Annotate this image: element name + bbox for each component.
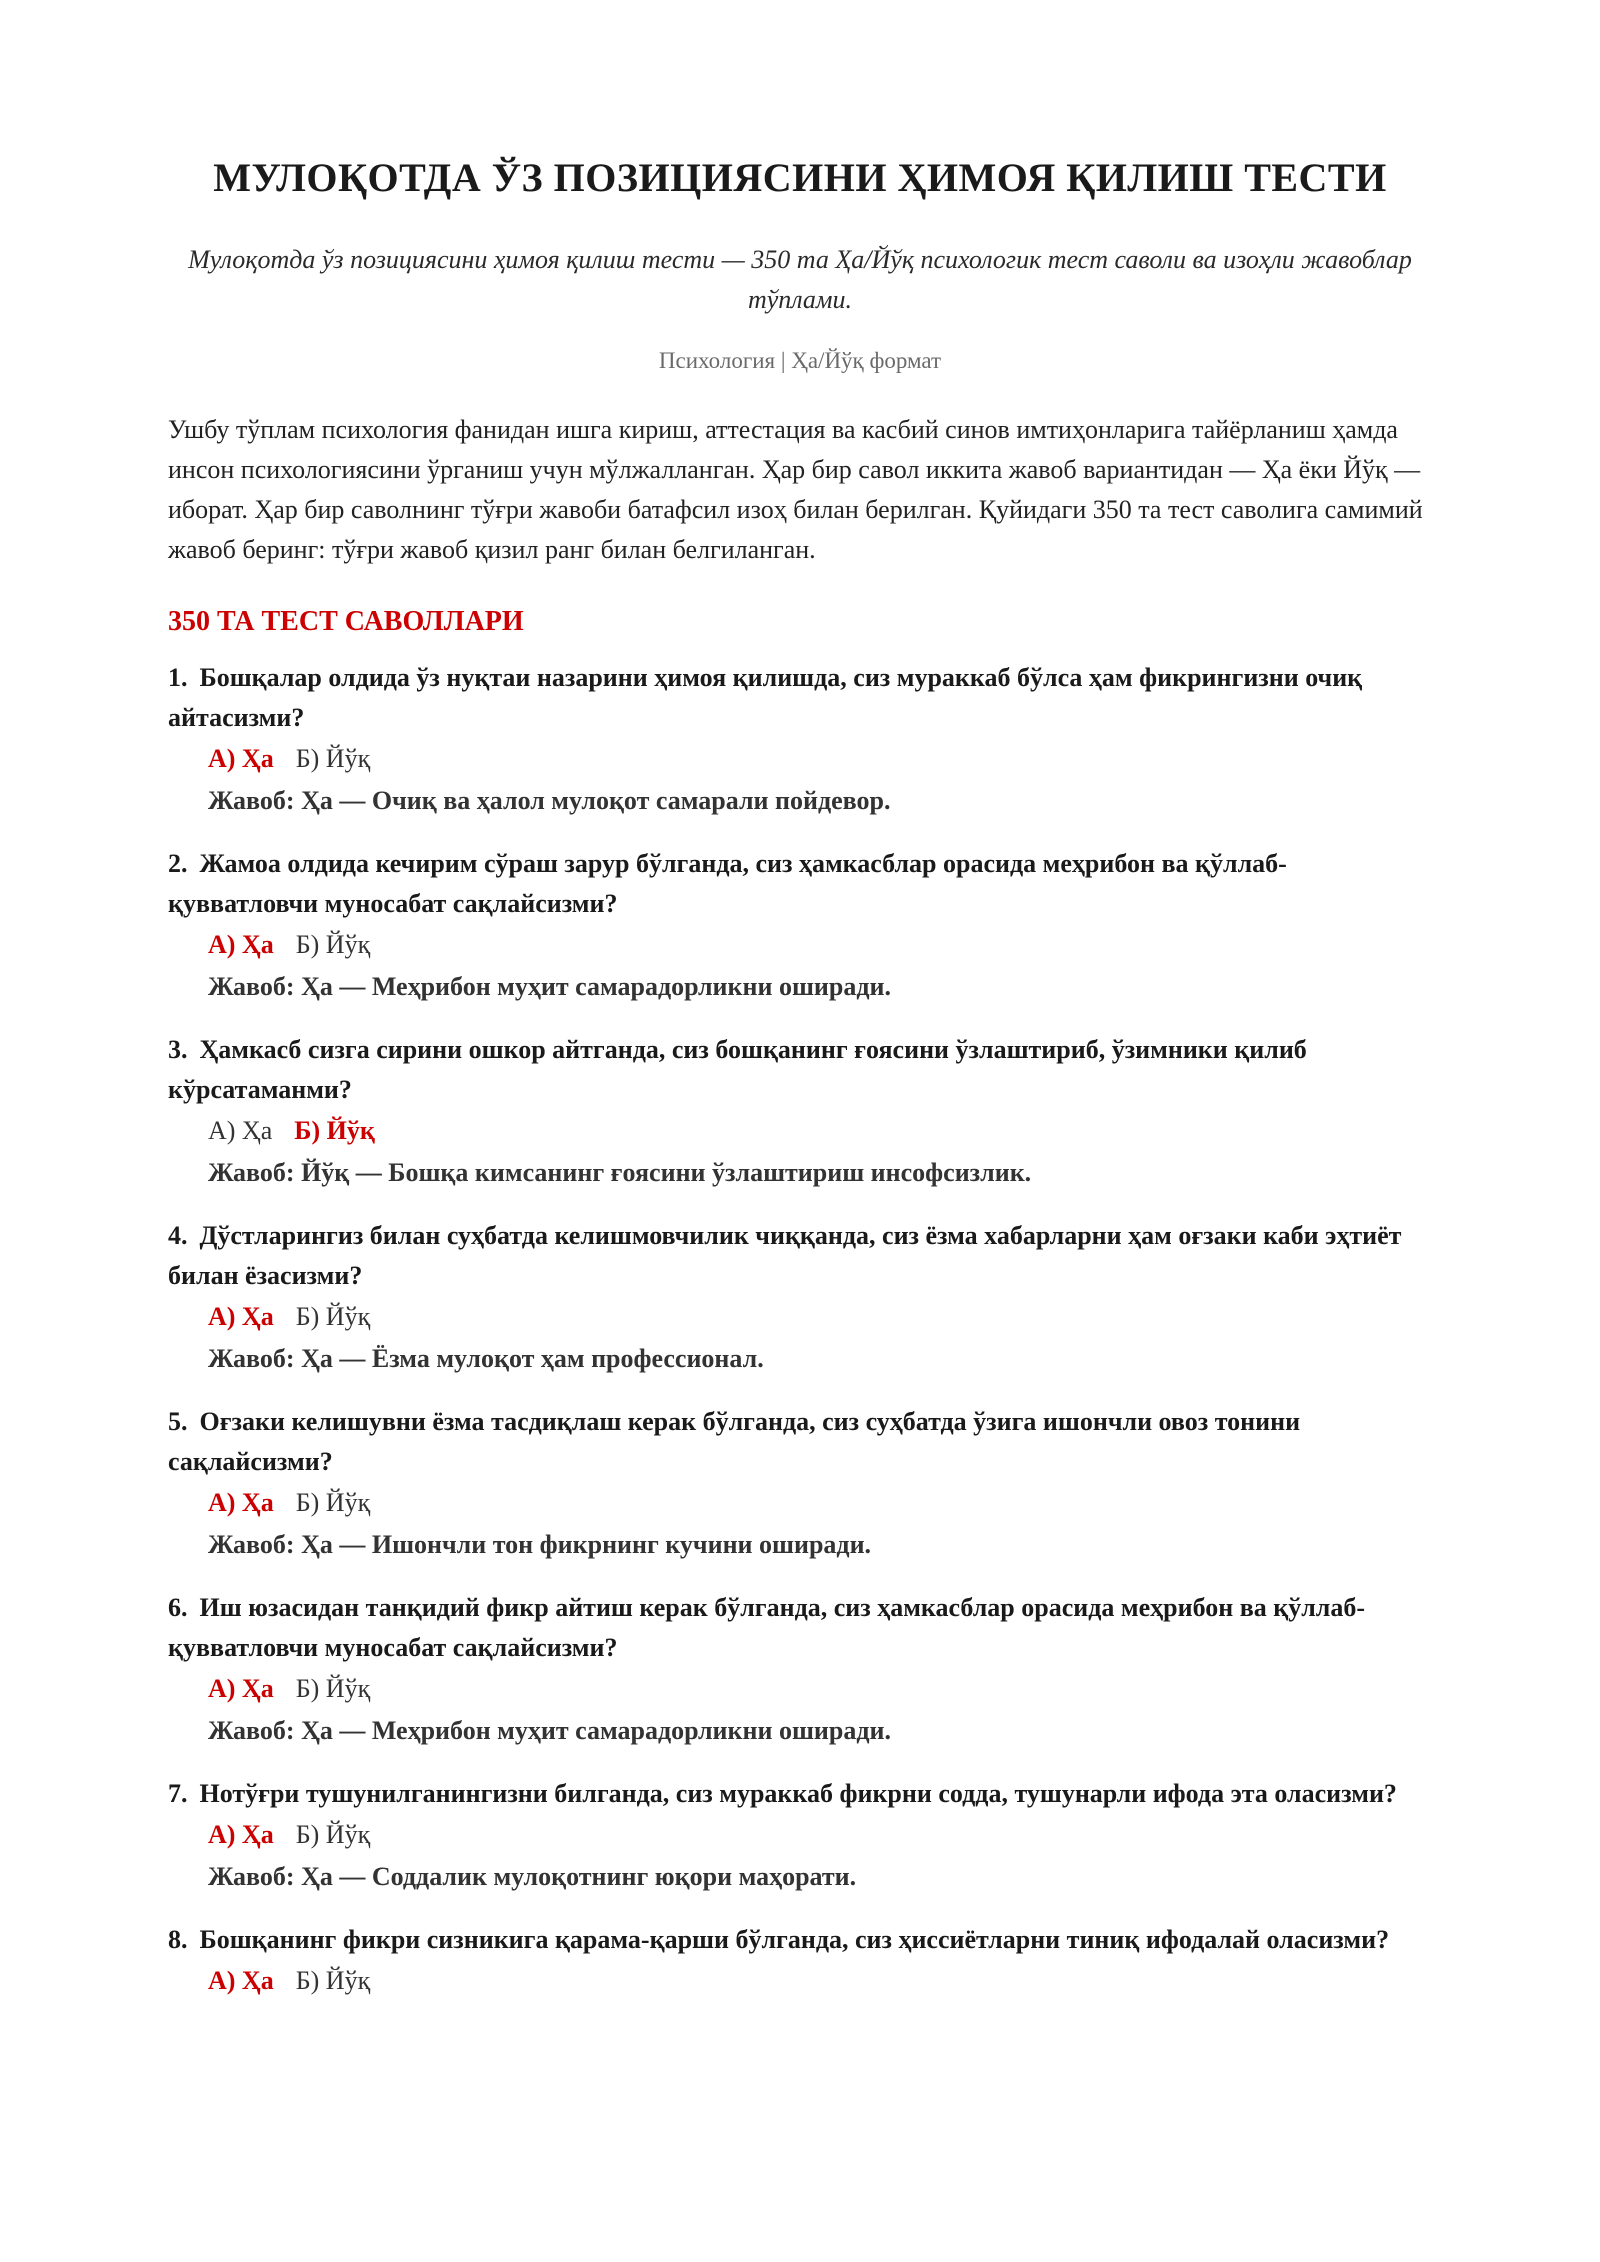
question-number: 8. <box>168 1925 188 1954</box>
option-b: Б) Йўқ <box>294 1116 375 1145</box>
question-number: 2. <box>168 849 188 878</box>
option-a: А) Ҳа <box>208 1302 274 1331</box>
question-text <box>168 1588 1432 1668</box>
option-b: Б) Йўқ <box>295 1966 371 1995</box>
option-b: Б) Йўқ <box>295 1302 371 1331</box>
question-number: 6. <box>168 1593 188 1622</box>
question-body: Бошқанинг фикри сизникига қарама-қарши бўлганда, сиз ҳиссиётларни тиниқ ифодалай оласизми? <box>199 1925 1390 1954</box>
question-number: 7. <box>168 1779 188 1808</box>
section-title: 350 ТА ТЕСТ САВОЛЛАРИ <box>168 606 524 637</box>
question-number: 3. <box>168 1035 188 1064</box>
answer-options <box>168 1814 1432 1856</box>
option-b: Б) Йўқ <box>295 1488 371 1517</box>
option-b: Б) Йўқ <box>295 744 371 773</box>
question-body: Жамоа олдида кечирим сўраш зарур бўлганда, сиз ҳамкасблар орасида меҳрибон ва қўллаб-қувватловчи муносабат сақлайсизми? <box>168 849 1287 918</box>
answer-explanation: Жавоб: Йўқ — Бошқа кимсанинг ғоясини ўзлаштириш инсофсизлик. <box>208 1158 1032 1187</box>
option-a: А) Ҳа <box>208 1488 274 1517</box>
answer-options <box>168 738 1432 780</box>
answer-explanation: Жавоб: Ҳа — Ёзма мулоқот ҳам профессионал. <box>208 1344 764 1373</box>
answer-explanation: Жавоб: Ҳа — Ишончли тон фикрнинг кучини оширади. <box>208 1530 872 1559</box>
question-item <box>168 844 1432 1008</box>
question-item <box>168 1920 1432 2002</box>
question-text <box>168 1920 1432 1960</box>
option-a: А) Ҳа <box>208 930 274 959</box>
question-body: Иш юзасидан танқидий фикр айтиш керак бўлганда, сиз ҳамкасблар орасида меҳрибон ва қўллаб-қувватловчи муносабат сақлайсизми? <box>168 1593 1366 1662</box>
question-body: Нотўғри тушунилганингизни билганда, сиз мураккаб фикрни содда, тушунарли ифода эта оласизми? <box>199 1779 1397 1808</box>
option-a: А) Ҳа <box>208 1674 274 1703</box>
option-a: А) Ҳа <box>208 1820 274 1849</box>
answer-explanation: Жавоб: Ҳа — Меҳрибон муҳит самарадорликни оширади. <box>208 1716 891 1745</box>
question-text <box>168 1774 1432 1814</box>
question-body: Бошқалар олдида ўз нуқтаи назарини ҳимоя қилишда, сиз мураккаб бўлса ҳам фикрингизни очиқ айтасизми? <box>168 663 1363 732</box>
question-item <box>168 1588 1432 1752</box>
option-b: Б) Йўқ <box>295 1820 371 1849</box>
question-number: 1. <box>168 663 188 692</box>
option-b: Б) Йўқ <box>295 1674 371 1703</box>
answer-options <box>168 1960 1432 2002</box>
answer-explanation: Жавоб: Ҳа — Соддалик мулоқотнинг юқори маҳорати. <box>208 1862 857 1891</box>
question-text <box>168 1402 1432 1482</box>
answer-explanation: Жавоб: Ҳа — Очиқ ва ҳалол мулоқот самарали пойдевор. <box>208 786 891 815</box>
question-body: Дўстларингиз билан суҳбатда келишмовчилик чиққанда, сиз ёзма хабарларни ҳам оғзаки каби эҳтиёт билан ёзасизми? <box>168 1221 1402 1290</box>
question-text <box>168 844 1432 924</box>
option-b: Б) Йўқ <box>295 930 371 959</box>
intro-paragraph: Ушбу тўплам психология фанидан ишга кириш, аттестация ва касбий синов имтиҳонларига тайёрланиш ҳамда инсон психологиясини ўрганиш учун мўлжалланган. Ҳар бир савол иккита жавоб вариантидан — Ҳа ёки Йўқ — иборат. Ҳар бир саволнинг тўғри жавоби батафсил изоҳ билан берилган. Қуйидаги 350 та тест саволига самимий жавоб беринг: тўғри жавоб қизил ранг билан белгиланган. <box>168 415 1423 564</box>
subtitle: Мулоқотда ўз позициясини ҳимоя қилиш тести — 350 та Ҳа/Йўқ психологик тест саволи ва изоҳли жавоблар тўплами. <box>188 245 1412 314</box>
question-text <box>168 1030 1432 1110</box>
page-title: МУЛОҚОТДА ЎЗ ПОЗИЦИЯСИНИ ҲИМОЯ ҚИЛИШ ТЕСТИ <box>213 155 1387 200</box>
question-item <box>168 1402 1432 1566</box>
question-text <box>168 658 1432 738</box>
question-body: Ҳамкасб сизга сирини ошкор айтганда, сиз бошқанинг ғоясини ўзлаштириб, ўзимники қилиб кўрсатаманми? <box>168 1035 1307 1104</box>
category-meta: Психология | Ҳа/Йўқ формат <box>658 348 942 373</box>
question-item <box>168 1774 1432 1898</box>
answer-options <box>168 1296 1432 1338</box>
answer-options <box>168 1110 1432 1152</box>
question-number: 4. <box>168 1221 188 1250</box>
answer-options <box>168 924 1432 966</box>
question-text <box>168 1216 1432 1296</box>
answer-options <box>168 1482 1432 1524</box>
option-a: А) Ҳа <box>208 1116 273 1145</box>
answer-explanation: Жавоб: Ҳа — Меҳрибон муҳит самарадорликни оширади. <box>208 972 891 1001</box>
option-a: А) Ҳа <box>208 744 274 773</box>
question-body: Оғзаки келишувни ёзма тасдиқлаш керак бўлганда, сиз суҳбатда ўзига ишончли овоз тонини сақлайсизми? <box>168 1407 1301 1476</box>
option-a: А) Ҳа <box>208 1966 274 1995</box>
answer-options <box>168 1668 1432 1710</box>
question-number: 5. <box>168 1407 188 1436</box>
question-item <box>168 1216 1432 1380</box>
question-item <box>168 658 1432 822</box>
question-item <box>168 1030 1432 1194</box>
question-list <box>168 658 1432 2002</box>
